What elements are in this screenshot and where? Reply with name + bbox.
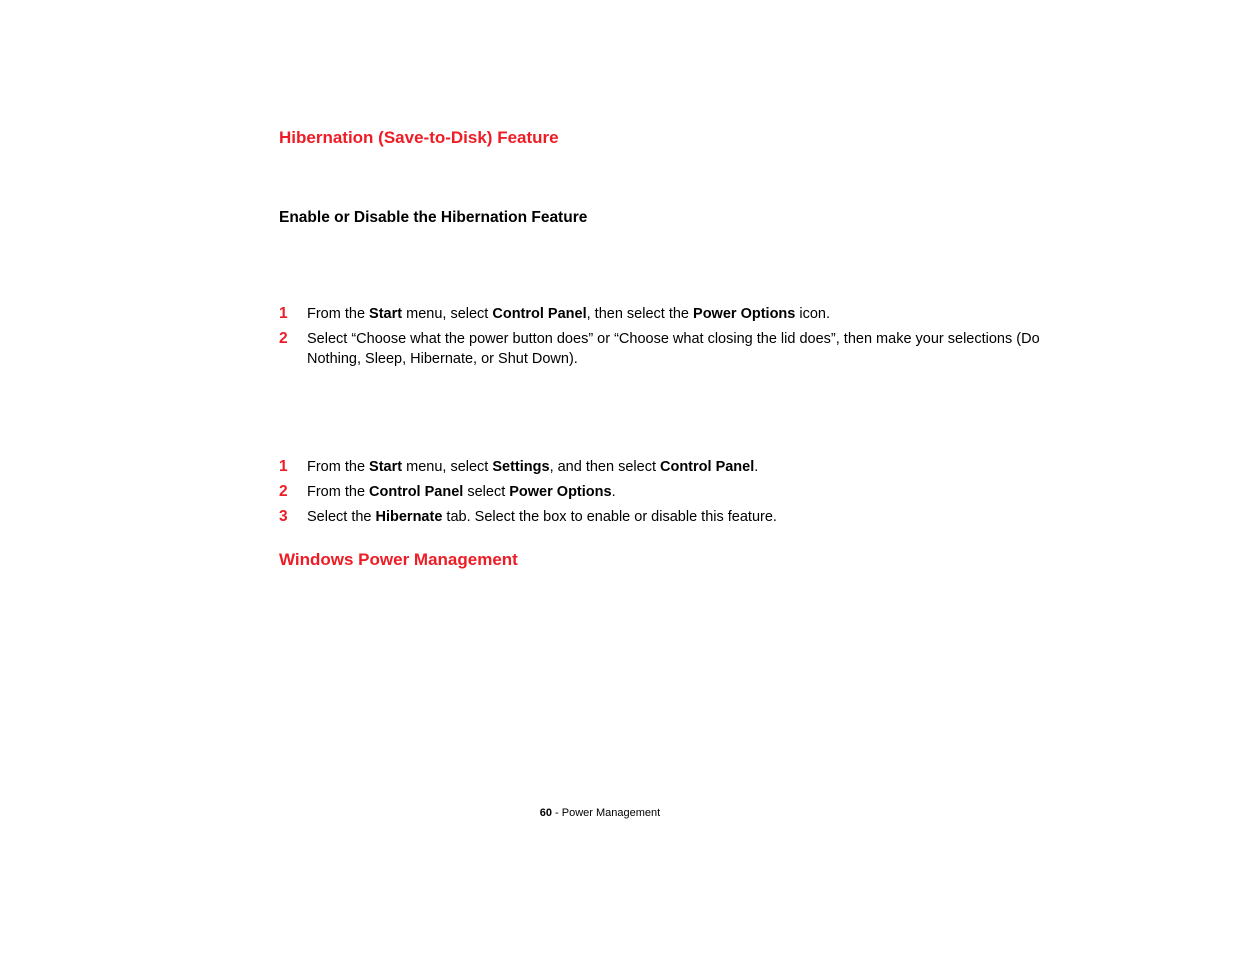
step-text-run: . — [754, 459, 759, 475]
step-text — [307, 306, 830, 322]
step-text-run: menu, select — [402, 306, 493, 322]
step-text-emphasis: Control Panel — [660, 459, 755, 475]
step-text-emphasis: Control Panel — [369, 484, 464, 500]
footer-separator: - — [552, 807, 562, 819]
step-text — [307, 509, 777, 525]
steps-list-power-button — [279, 304, 1069, 374]
steps-list-hibernate-tab — [279, 457, 1069, 532]
step-text-emphasis: Power Options — [509, 484, 612, 500]
step-text-run: From the — [307, 306, 370, 322]
step-text-run: menu, select — [402, 459, 493, 475]
footer-page-number: 60 — [539, 807, 552, 819]
step-item — [279, 457, 1069, 477]
step-text-run: Select “Choose what the power button does” or “Choose what closing the lid does”, then make your selections (Do Nothing, Sleep, Hibernate, or Shut Down). — [307, 331, 1040, 367]
step-number: 2 — [279, 330, 288, 347]
step-number: 3 — [279, 508, 288, 525]
step-text-emphasis: Power Options — [693, 306, 796, 322]
step-number: 1 — [279, 458, 288, 475]
footer-chapter-title: Power Management — [561, 807, 661, 819]
step-text-run: tab. Select the box to enable or disable this feature. — [442, 509, 777, 525]
step-text-run: . — [611, 484, 616, 500]
step-item — [279, 507, 1069, 527]
step-text-emphasis: Control Panel — [492, 306, 587, 322]
step-item — [279, 482, 1069, 502]
step-text-emphasis: Start — [369, 306, 403, 322]
step-text-emphasis: Settings — [492, 459, 550, 475]
step-text-emphasis: Start — [369, 459, 403, 475]
step-text-run: , then select the — [586, 306, 694, 322]
subheading-enable-disable-hibernation: Enable or Disable the Hibernation Feature — [279, 209, 588, 226]
step-text-emphasis: Hibernate — [375, 509, 443, 525]
step-text-run: icon. — [795, 306, 831, 322]
step-text-run: From the — [307, 484, 370, 500]
step-number: 1 — [279, 305, 288, 322]
step-text — [307, 484, 616, 500]
step-text — [307, 459, 758, 475]
step-text-run: , and then select — [549, 459, 660, 475]
step-text-run: select — [463, 484, 510, 500]
step-text-run: From the — [307, 459, 370, 475]
step-item — [279, 304, 1069, 324]
step-text-run: Select the — [307, 509, 376, 525]
section-heading-windows-power-management: Windows Power Management — [279, 550, 518, 569]
page-footer — [0, 806, 1200, 820]
step-number: 2 — [279, 483, 288, 500]
section-heading-hibernation: Hibernation (Save-to-Disk) Feature — [279, 128, 559, 147]
step-text — [307, 331, 1040, 367]
step-item — [279, 329, 1069, 369]
